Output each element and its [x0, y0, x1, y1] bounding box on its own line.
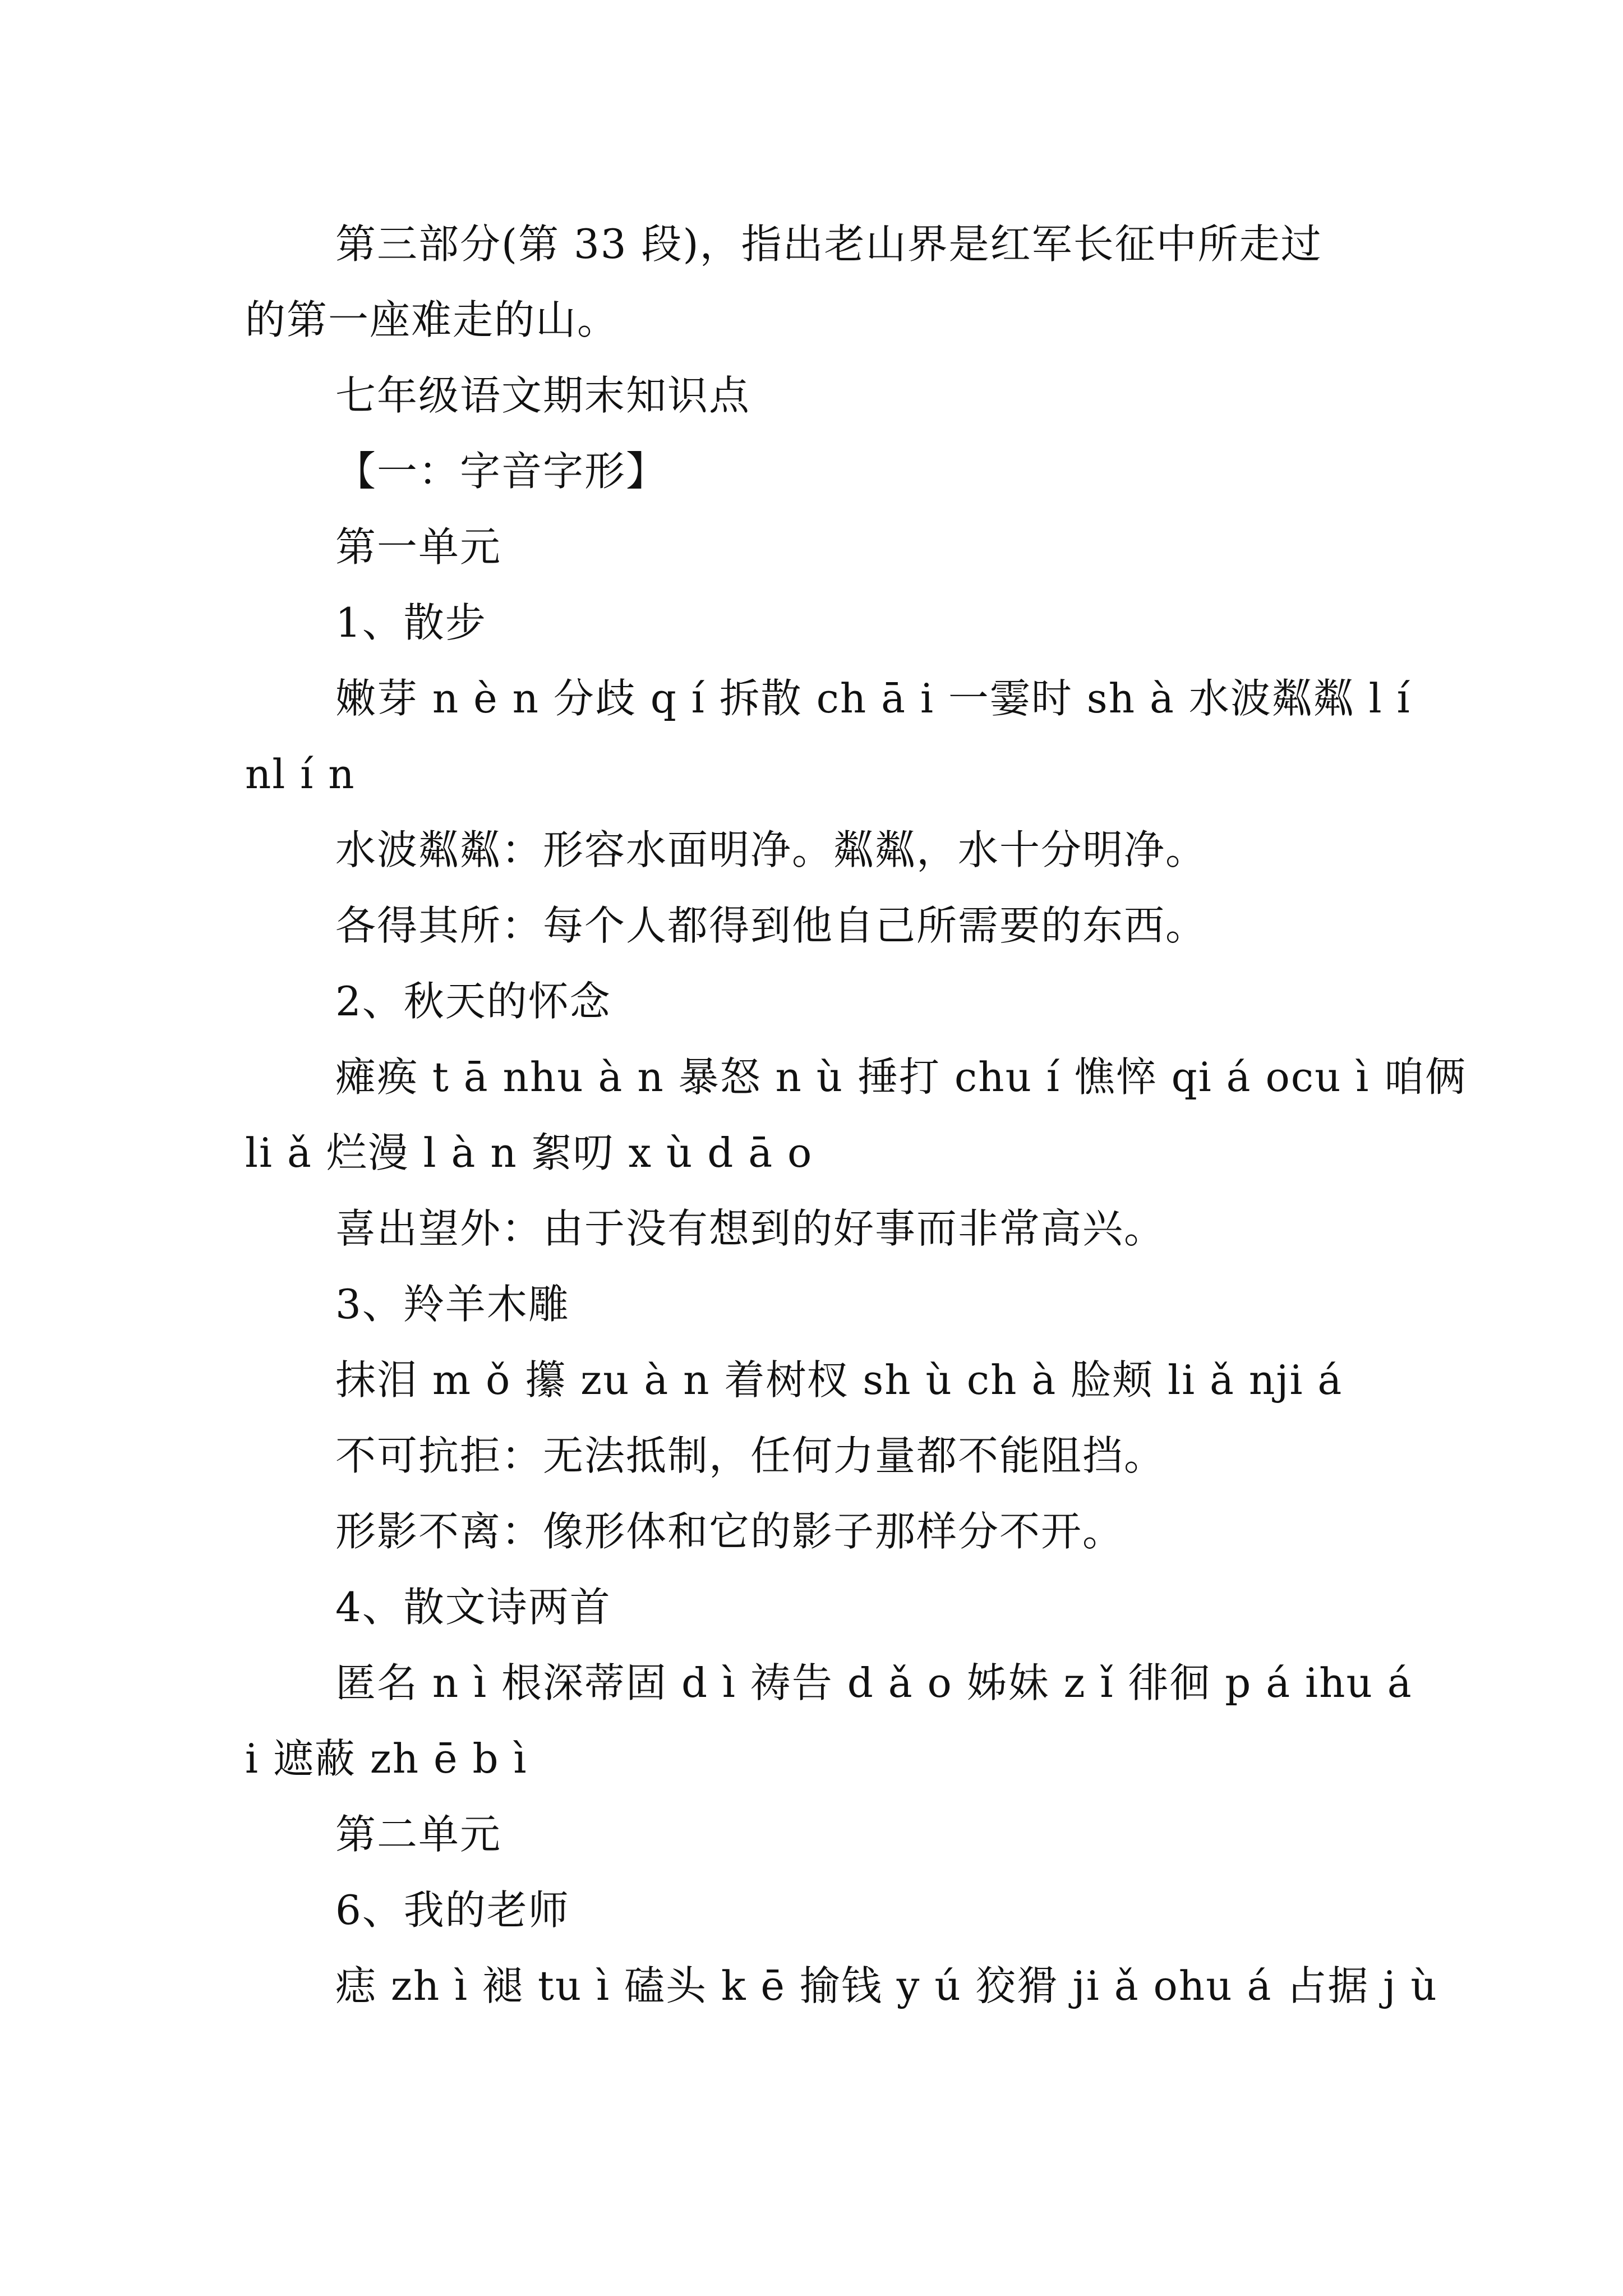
section-heading: 【一：字音字形】 [335, 448, 668, 495]
lesson-title: 3、羚羊木雕 [335, 1281, 570, 1328]
lesson-title: 2、秋天的怀念 [335, 978, 611, 1025]
paragraph-line: 的第一座难走的山。 [245, 296, 619, 343]
lesson-title: 4、散文诗两首 [335, 1584, 611, 1631]
pinyin-line: 匿名 n ì 根深蒂固 d ì 祷告 d ǎ o 姊妹 z ǐ 徘徊 p á ihu á [335, 1659, 1413, 1706]
definition-line: 形影不离：像形体和它的影子那样分不开。 [335, 1508, 1124, 1555]
paragraph-line: 第三部分(第 33 段)，指出老山界是红军长征中所走过 [335, 220, 1322, 268]
pinyin-line: nl í n [245, 751, 356, 798]
pinyin-line: i 遮蔽 zh ē b ì [245, 1735, 528, 1782]
pinyin-line: 痣 zh ì 褪 tu ì 磕头 k ē 揄钱 y ú 狡猾 ji ǎ ohu á 占据 j ù [335, 1962, 1438, 2009]
unit-heading: 第二单元 [335, 1811, 502, 1858]
definition-line: 喜出望外：由于没有想到的好事而非常高兴。 [335, 1205, 1166, 1252]
definition-line: 水波粼粼：形容水面明净。粼粼，水十分明净。 [335, 826, 1207, 873]
pinyin-line: 嫩芽 n è n 分歧 q í 拆散 ch ā i 一霎时 sh à 水波粼粼 l í [335, 675, 1411, 722]
definition-line: 不可抗拒：无法抵制，任何力量都不能阻挡。 [335, 1432, 1166, 1479]
lesson-title: 6、我的老师 [335, 1887, 570, 1934]
pinyin-line: 抹泪 m ǒ 攥 zu à n 着树杈 sh ù ch à 脸颊 li ǎ nji á [335, 1356, 1343, 1404]
section-heading: 七年级语文期末知识点 [335, 372, 751, 419]
definition-line: 各得其所：每个人都得到他自己所需要的东西。 [335, 902, 1207, 949]
unit-heading: 第一单元 [335, 523, 502, 570]
lesson-title: 1、散步 [335, 599, 487, 646]
pinyin-line: li ǎ 烂漫 l à n 絮叨 x ù d ā o [245, 1129, 813, 1176]
pinyin-line: 瘫痪 t ā nhu à n 暴怒 n ù 捶打 chu í 憔悴 qi á ocu ì 咱俩 [335, 1053, 1467, 1101]
